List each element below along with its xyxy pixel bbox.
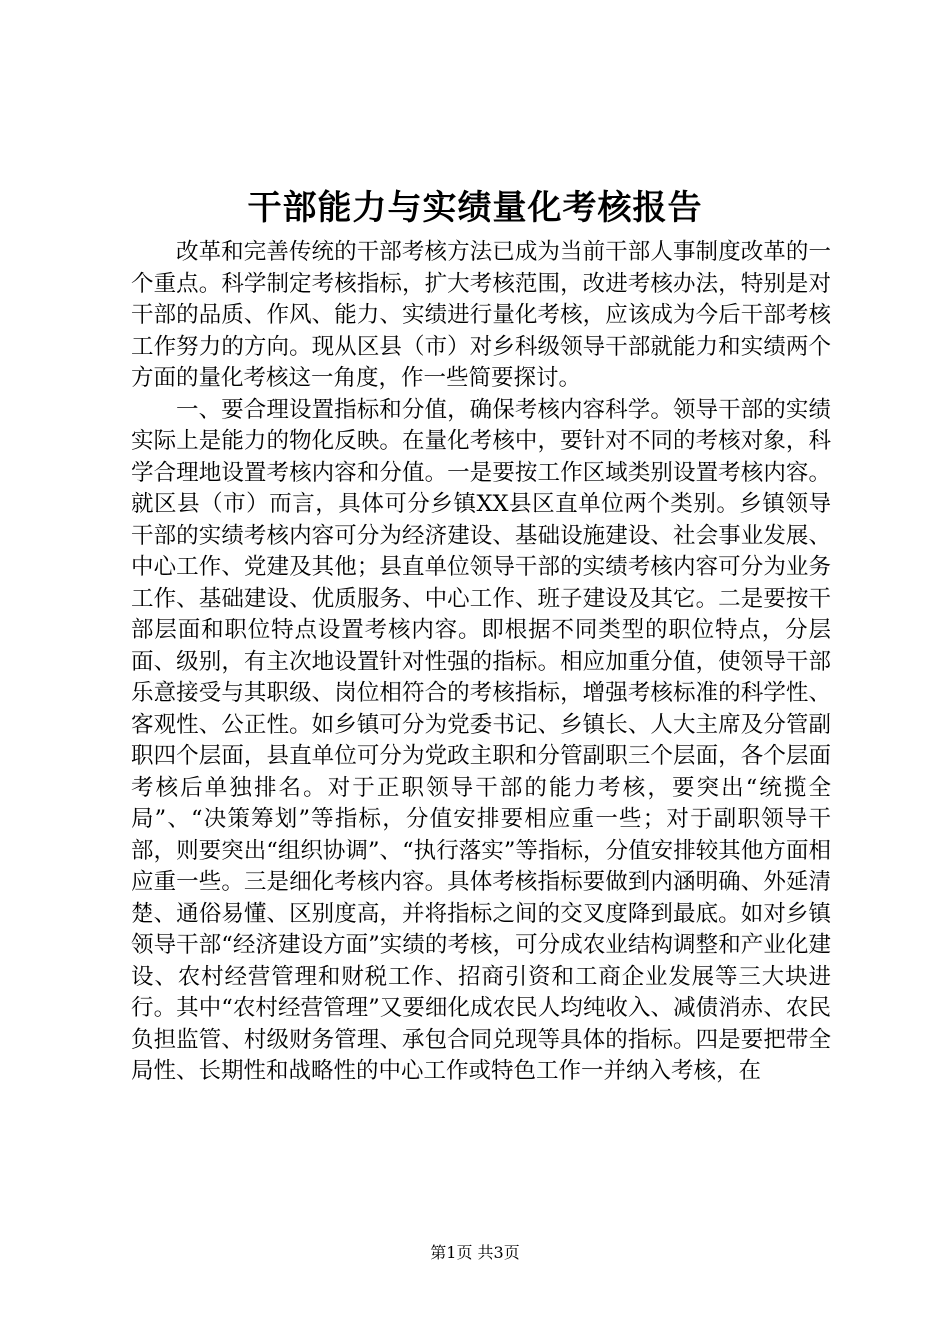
page-number-footer: 第1页 共3页 — [430, 1243, 520, 1262]
paragraph-intro: 改革和完善传统的干部考核方法已成为当前干部人事制度改革的一个重点。科学制定考核指标，扩大考核范围，改进考核办法，特别是对干部的品质、作风、能力、实绩进行量化考核，应该成为今后干部考核工作努力的方向。现从区县（市）对乡科级领导干部就能力和实绩两个方面的量化考核这一角度，作一些简要探讨。 — [131, 239, 831, 391]
document-body — [131, 237, 831, 1088]
paragraph-section-one: 一、要合理设置指标和分值，确保考核内容科学。领导干部的实绩实际上是能力的物化反映。在量化考核中，要针对不同的考核对象，科学合理地设置考核内容和分值。一是要按工作区域类别设置考核内容。就区县（市）而言，具体可分乡镇XX县区直单位两个类别。乡镇领导干部的实绩考核内容可分为经济建设、基础设施建设、社会事业发展、中心工作、党建及其他；县直单位领导干部的实绩考核内容可分为业务工作、基础建设、优质服务、中心工作、班子建设及其它。二是要按干部层面和职位特点设置考核内容。即根据不同类型的职位特点，分层面、级别，有主次地设置针对性强的指标。相应加重分值，使领导干部乐意接受与其职级、岗位相符合的考核指标，增强考核标准的科学性、客观性、公正性。如乡镇可分为党委书记、乡镇长、人大主席及分管副职四个层面，县直单位可分为党政主职和分管副职三个层面，各个层面考核后单独排名。对于正职领导干部的能力考核，要突出“统揽全局”、“决策筹划”等指标，分值安排要相应重一些；对于副职领导干部，则要突出“组织协调”、“执行落实”等指标，分值安排较其他方面相应重一些。三是细化考核内容。具体考核指标要做到内涵明确、外延清楚、通俗易懂、区别度高，并将指标之间的交叉度降到最底。如对乡镇领导干部“经济建设方面”实绩的考核，可分成农业结构调整和产业化建设、农村经营管理和财税工作、招商引资和工商企业发展等三大块进行。其中“农村经营管理”又要细化成农民人均纯收入、减债消赤、农民负担监管、村级财务管理、承包合同兑现等具体的指标。四是要把带全局性、长期性和战略性的中心工作或特色工作一并纳入考核，在 — [131, 396, 831, 1084]
document-title: 干部能力与实绩量化考核报告 — [247, 188, 703, 228]
